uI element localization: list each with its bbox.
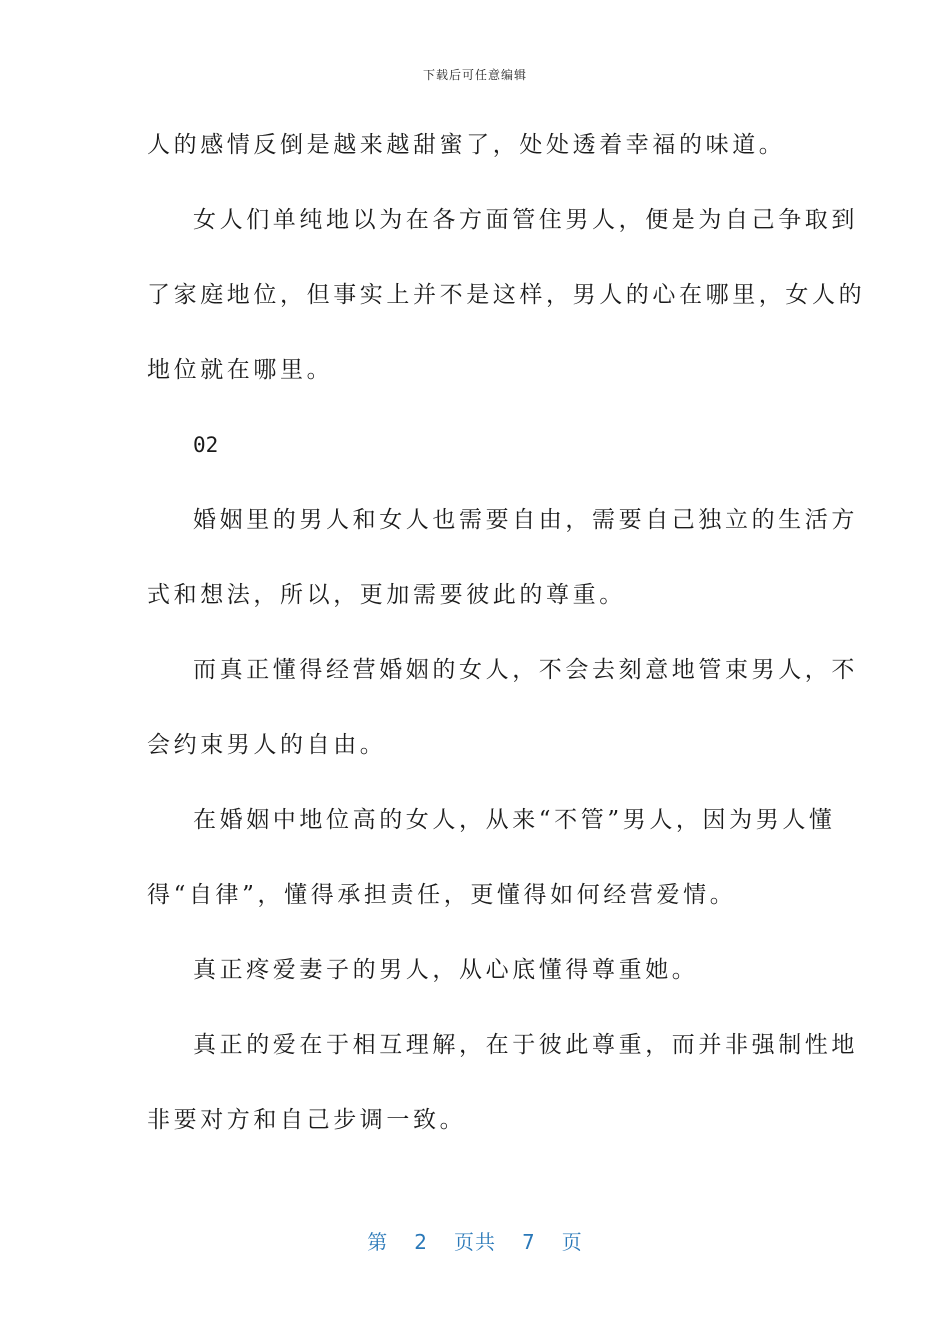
paragraph-line: 会约束男人的自由。: [147, 732, 387, 758]
paragraph-line: 女人们单纯地以为在各方面管住男人，便是为自己争取到: [193, 207, 858, 233]
paragraph-line: 在婚姻中地位高的女人，从来“不管”男人，因为男人懂: [193, 807, 836, 833]
paragraph-line: 婚姻里的男人和女人也需要自由，需要自己独立的生活方: [193, 507, 858, 533]
paragraph-line: 得“自律”，懂得承担责任，更懂得如何经营爱情。: [147, 882, 737, 908]
footer-current-page: 2: [414, 1230, 428, 1254]
footer-middle: 页共: [454, 1230, 496, 1254]
paragraph-line: 地位就在哪里。: [147, 357, 334, 383]
paragraph-line: 真正疼爱妻子的男人，从心底懂得尊重她。: [193, 957, 699, 983]
paragraph-line: 而真正懂得经营婚姻的女人，不会去刻意地管束男人，不: [193, 657, 858, 683]
header-note: 下载后可任意编辑: [422, 68, 527, 82]
paragraph-line: 非要对方和自己步调一致。: [147, 1107, 467, 1133]
footer-prefix: 第: [367, 1230, 389, 1254]
paragraph-line: 式和想法，所以，更加需要彼此的尊重。: [147, 582, 626, 608]
footer-suffix: 页: [561, 1230, 583, 1254]
paragraph-line: 了家庭地位，但事实上并不是这样，男人的心在哪里，女人的: [147, 282, 866, 308]
footer-total-pages: 7: [522, 1230, 536, 1254]
page-footer: [0, 1226, 950, 1255]
paragraph-line: 真正的爱在于相互理解，在于彼此尊重，而并非强制性地: [193, 1032, 858, 1058]
section-number: 02: [193, 433, 219, 457]
paragraph-line: 人的感情反倒是越来越甜蜜了，处处透着幸福的味道。: [147, 132, 786, 158]
